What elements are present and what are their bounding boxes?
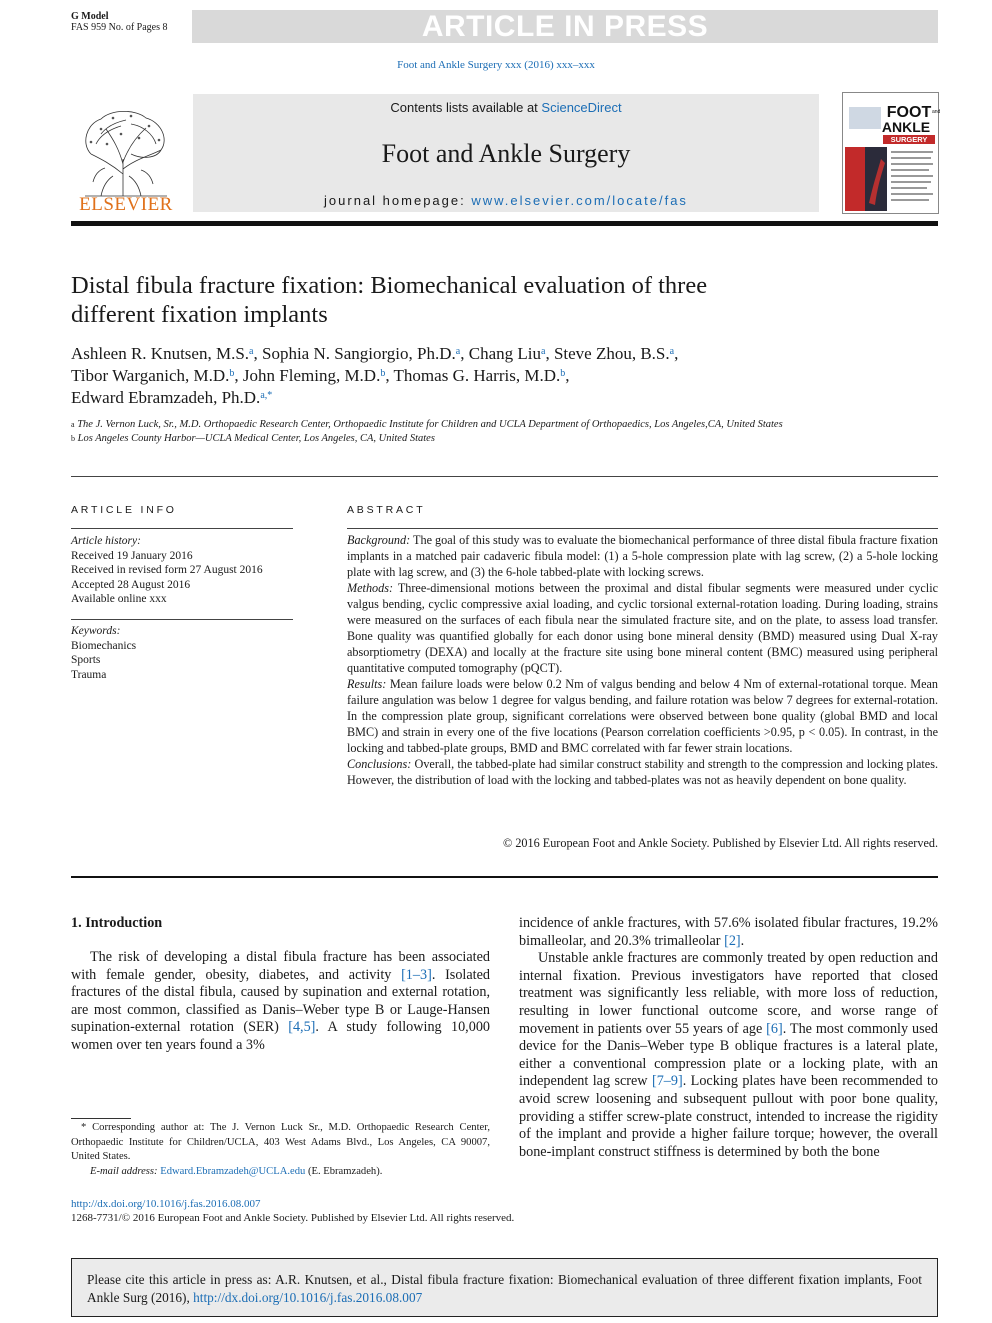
author: Thomas G. Harris, M.D.$^b$, xyxy=(393,366,570,385)
article-history xyxy=(71,534,293,607)
affiliation-mark[interactable]: a xyxy=(669,346,675,357)
author: Tibor Warganich, M.D.$^b$, xyxy=(71,366,243,385)
history-item: Received in revised form 27 August 2016 xyxy=(71,564,263,576)
cover-and: and xyxy=(932,109,941,115)
abstract-background: Background: The goal of this study was to evaluate the biomechanical performance of three distal fibula fracture fixation implants in a matched pair cadaveric fibula model: (1) a 5-hole compression plate with lag screw, (2) a 5-hole locking plate with lag screw, and (3) the 6-hole tabbed-plate with locking screws. xyxy=(347,533,938,579)
author: Steve Zhou, B.S.$^a$, xyxy=(553,344,679,363)
body-column-right xyxy=(519,915,938,1161)
citation-link[interactable]: [2] xyxy=(724,932,741,949)
affiliation-mark[interactable]: a,* xyxy=(260,390,273,401)
fas-line: FAS 959 No. of Pages 8 xyxy=(71,22,168,33)
citation-link[interactable]: [4,5] xyxy=(288,1019,316,1036)
author: Edward Ebramzadeh, Ph.D.$^{a,*}$ xyxy=(71,388,273,407)
article-title xyxy=(71,271,831,329)
history-item: Received 19 January 2016 xyxy=(71,549,193,562)
contents-prefix: Contents lists available at xyxy=(390,100,542,115)
affiliation-mark[interactable]: a xyxy=(249,346,254,357)
footnote xyxy=(71,1121,490,1179)
journal-cover-thumbnail xyxy=(842,92,939,214)
paragraph: The risk of developing a distal fibula fracture has been associated with female gender, obesity, diabetes, and activity [1–3]. Isolated fractures of the distal fibula, caused by supination and external rotation, are most common, classified as Danis–Weber type B or Lauge-Hansen supination-external rotation (SER) [4,5]. A study following 10,000 women over ten years found a 3% xyxy=(71,949,491,1053)
affiliation-mark[interactable]: a xyxy=(540,346,546,357)
sciencedirect-link[interactable]: ScienceDirect xyxy=(541,100,622,115)
journal-reference[interactable]: Foot and Ankle Surgery xxx (2016) xxx–xxx xyxy=(397,59,595,71)
affiliation-b: $^b$ Los Angeles County Harbor—UCLA Medical Center, Los Angeles, CA, United States xyxy=(71,433,435,444)
abstract-conclusions: Conclusions: Overall, the tabbed-plate had similar construct stability and strength to the compression and locking plates. However, the distribution of load with the locking and tabbed-plates was not as heavily dependent on bone quality. xyxy=(347,757,938,787)
abstract-methods: Methods: Three-dimensional motions between the proximal and distal fibular segments were measured under cyclic valgus bending, cyclic compressive axial loading, and cyclic torsional external-rotation loading. During loading, strains were measured on the surfaces of each fibula near the simulated fracture site, and on the plate, to assess load transfer. Bone quality was quantified globally for each donor using bone mineral density (BMD) measured using Dual X-ray absorptiometry (DEXA) and locally at the fracture site using bone mineral content (BMC) measured using peripheral quantitative computed tomography (pQCT). xyxy=(347,581,938,675)
keyword: Biomechanics xyxy=(71,639,137,652)
author: John Fleming, M.D.$^b$, xyxy=(242,366,394,385)
divider xyxy=(71,528,293,529)
publisher-name: ELSEVIER xyxy=(79,194,173,215)
cover-ankle: ANKLE xyxy=(881,119,931,135)
article-info-label: ARTICLE INFO xyxy=(71,504,177,516)
affiliation-mark[interactable]: a xyxy=(455,346,461,357)
abstract-label: ABSTRACT xyxy=(347,504,426,516)
keywords xyxy=(71,624,293,682)
divider xyxy=(71,876,938,878)
homepage-link[interactable]: www.elsevier.com/locate/fas xyxy=(471,193,688,208)
cover-art xyxy=(843,93,941,213)
journal-title: Foot and Ankle Surgery xyxy=(381,139,631,168)
author: Ashleen R. Knutsen, M.S.$^a$, xyxy=(71,344,262,363)
abstract-copyright: © 2016 European Foot and Ankle Society. Published by Elsevier Ltd. All rights reserved. xyxy=(503,836,938,850)
paragraph: incidence of ankle fractures, with 57.6% isolated fibular fractures, 19.2% bimalleolar, and 20.3% trimalleolar [2]. xyxy=(519,915,938,949)
keyword: Sports xyxy=(71,654,101,666)
email-note: E-mail address: Edward.Ebramzadeh@UCLA.edu (E. Ebramzadeh). xyxy=(90,1165,383,1177)
keywords-label: Keywords: xyxy=(71,625,121,637)
body-column-left xyxy=(71,949,490,1055)
keyword: Trauma xyxy=(71,668,107,681)
citation-text: Please cite this article in press as: A.R. Knutsen, et al., Distal fibula fracture fixation: Biomechanical evaluation of three different fixation implants, Foot Ankle Surg (2016), http://dx.doi.org/10.1016/j.fas.2016.08.007 xyxy=(87,1272,922,1305)
contents-line xyxy=(193,100,819,115)
journal-homepage xyxy=(193,193,819,208)
history-item: Accepted 28 August 2016 xyxy=(71,578,191,591)
abstract-body xyxy=(347,532,938,788)
issn-line: 1268-7731/© 2016 European Foot and Ankle Society. Published by Elsevier Ltd. All rights reserved. xyxy=(71,1212,515,1224)
citation-doi-link[interactable]: http://dx.doi.org/10.1016/j.fas.2016.08.007 xyxy=(193,1289,423,1305)
affiliation-mark[interactable]: b xyxy=(560,368,566,379)
gmodel-text: G Model xyxy=(71,11,109,22)
model-label xyxy=(71,11,167,33)
footnote-rule xyxy=(71,1118,131,1119)
divider xyxy=(347,528,938,529)
paragraph: Unstable ankle fractures are commonly treated by open reduction and internal fixation. Previous investigators have reported that closed treatment was significantly less reliable, with more loss of reduction, resulting in lower functional outcome score, and worse range of movement in patients over 55 years of age [6]. The most commonly used device for the Danis–Weber type B oblique fractures is a lateral plate, either a conventional compression plate or a locking plate, with an independent lag screw [7–9]. Locking plates have been recommended to avoid screw loosening and subsequent pullout with poor bone quality, providing a stiffer screw-plate construct, intended to increase the rigidity of the implant and provide a higher failure torque; however, the overall bone-implant construct stiffness is determined by both the bone xyxy=(519,950,938,1160)
section-heading: 1. Introduction xyxy=(71,915,163,931)
corresponding-author-note: * Corresponding author at: The J. Vernon Luck Sr., M.D. Orthopaedic Research Center, Orthopaedic Institute for Children/UCLA, 403 West Adams Blvd., Los Angeles, CA 90007, United States. xyxy=(71,1122,490,1162)
title-line-1: Distal fibula fracture fixation: Biomechanical evaluation of three xyxy=(71,272,708,299)
author: Chang Liu$^a$, xyxy=(468,344,554,363)
affiliation-mark[interactable]: b xyxy=(380,368,386,379)
affiliation-mark[interactable]: b xyxy=(229,368,235,379)
divider xyxy=(71,619,293,620)
cover-foot: FOOT xyxy=(886,104,932,121)
citation-link[interactable]: [1–3] xyxy=(401,966,432,983)
affiliation-a: $^a$ The J. Vernon Luck, Sr., M.D. Orthopaedic Research Center, Orthopaedic Institute for Children and UCLA Department of Orthopaedics, Los Angeles,CA, United States xyxy=(71,419,783,430)
title-line-2: different fixation implants xyxy=(71,301,328,328)
citation-link[interactable]: [6] xyxy=(766,1020,783,1037)
affiliations xyxy=(71,418,811,446)
homepage-prefix: journal homepage: xyxy=(324,193,472,208)
abstract-results: Results: Mean failure loads were below 0.2 Nm of valgus bending and below 4 Nm of external-rotational torque. Mean failure angulation was below 1 degree for valgus bending, and failure rotation was below 7 degrees for external-rotation. In the compression plate group, significant correlations were observed between bone quality (global BMD and local BMC) and strain in every one of the five locations (Pearson correlation coefficients >0.95, p < 0.05). In contrast, in the locking and tabbed-plate groups, BMD and BMC correlated with far fewer strain locations. xyxy=(347,677,938,755)
divider xyxy=(71,476,938,477)
author: Sophia N. Sangiorgio, Ph.D.$^a$, xyxy=(261,344,469,363)
history-item: Available online xxx xyxy=(71,593,167,605)
history-label: Article history: xyxy=(71,535,141,547)
header-rule xyxy=(71,221,938,226)
cover-surgery: SURGERY xyxy=(890,135,928,144)
doi-link[interactable]: http://dx.doi.org/10.1016/j.fas.2016.08.007 xyxy=(71,1198,261,1210)
email-link[interactable]: Edward.Ebramzadeh@UCLA.edu xyxy=(160,1165,306,1177)
citation-link[interactable]: [7–9] xyxy=(651,1073,683,1090)
article-in-press-banner: ARTICLE IN PRESS xyxy=(192,10,938,43)
author-list xyxy=(71,343,831,409)
